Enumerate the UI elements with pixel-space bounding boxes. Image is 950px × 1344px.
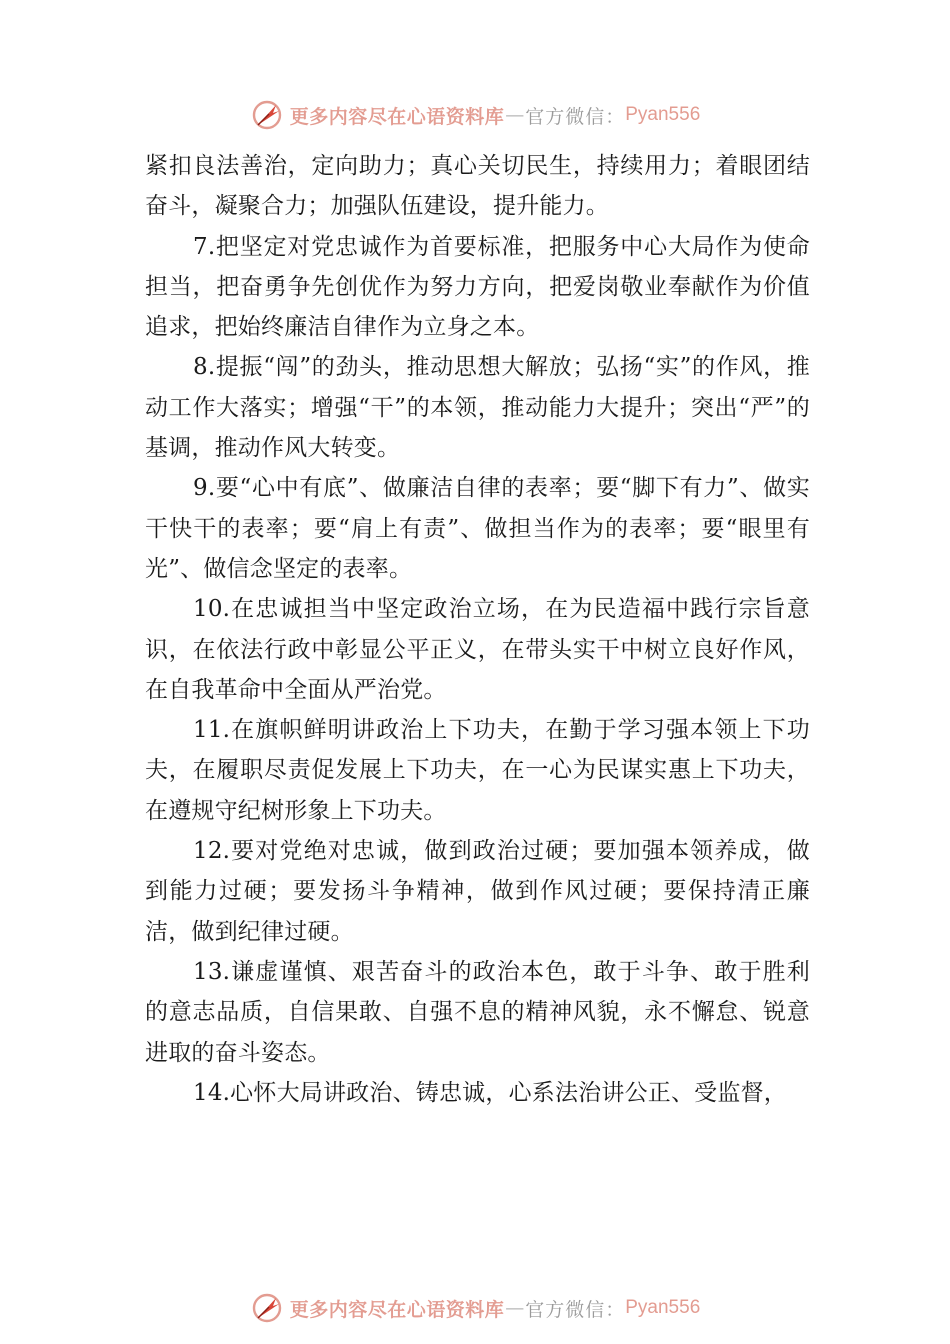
paragraph-0: 紧扣良法善治，定向助力；真心关切民生，持续用力；着眼团结奋斗，凝聚合力；加强队伍建设，提升能力。 [145,153,810,220]
quill-seal-logo-icon [250,98,284,132]
banner-wechat-label: 官方微信： [525,1298,626,1321]
paragraph-12: 12.要对党绝对忠诚，做到政治过硬；要加强本领养成，做到能力过硬；要发扬斗争精神，做到作风过硬；要保持清正廉洁，做到纪律过硬。 [145,838,810,945]
banner-dash: — [505,104,525,126]
banner-text: 更多内容尽在心语资料库 [289,1298,505,1321]
banner-dash: — [505,1297,525,1319]
paragraph-7: 7.把坚定对党忠诚作为首要标准，把服务中心大局作为使命担当，把奋勇争先创优作为努力方向，把爱岗敬业奉献作为价值追求，把始终廉洁自律作为立身之本。 [145,233,810,341]
document-body [145,146,810,1113]
footer-banner [0,1288,950,1328]
paragraph-9: 9.要“心中有底”、做廉洁自律的表率；要“脚下有力”、做实干快干的表率；要“肩上有责”、做担当作为的表率；要“眼里有光”、做信念坚定的表率。 [145,475,810,582]
paragraph-8: 8.提振“闯”的劲头，推动思想大解放；弘扬“实”的作风，推动工作大落实；增强“干”的本领，推动能力大提升；突出“严”的基调，推动作风大转变。 [145,354,810,462]
paragraph-11: 11.在旗帜鲜明讲政治上下功夫，在勤于学习强本领上下功夫，在履职尽责促发展上下功夫，在一心为民谋实惠上下功夫，在遵规守纪树形象上下功夫。 [145,717,810,824]
banner-text: 更多内容尽在心语资料库 [289,105,505,128]
header-banner [0,95,950,135]
paragraph-14: 14.心怀大局讲政治、铸忠诚，心系法治讲公正、受监督， [193,1079,787,1106]
paragraph-13: 13.谦虚谨慎、艰苦奋斗的政治本色，敢于斗争、敢于胜利的意志品质，自信果敢、自强不息的精神风貌，永不懈怠、锐意进取的奋斗姿态。 [145,958,810,1066]
paragraph-10: 10.在忠诚担当中坚定政治立场，在为民造福中践行宗旨意识，在依法行政中彰显公平正义，在带头实干中树立良好作风，在自我革命中全面从严治党。 [145,596,810,703]
banner-wechat-id: Pyan556 [625,104,701,125]
quill-seal-logo-icon [250,1291,284,1325]
banner-wechat-label: 官方微信： [525,105,626,128]
banner-wechat-id: Pyan556 [625,1297,701,1318]
